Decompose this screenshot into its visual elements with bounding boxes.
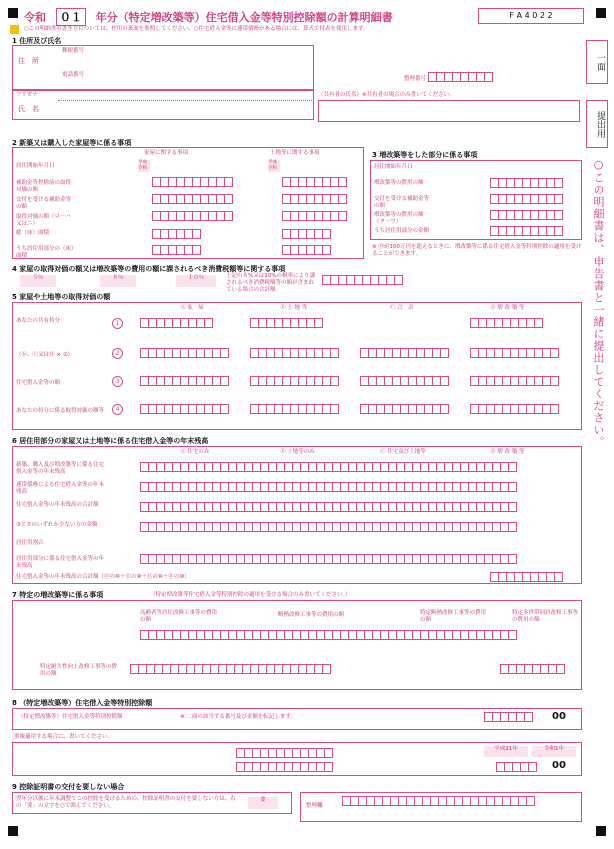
section-1-title: 1 住所及び氏名 — [12, 37, 62, 45]
s7-r1-cells[interactable] — [140, 630, 516, 640]
tax-5-option[interactable]: ５％ — [20, 275, 56, 287]
s6-total-cells[interactable] — [490, 572, 562, 582]
row4-b-cells[interactable] — [250, 404, 338, 414]
s7-item-2: 断熱改修工事等の費用の額 — [278, 612, 345, 618]
land-area-cells[interactable] — [282, 229, 330, 239]
row4-c-cells[interactable] — [360, 404, 448, 414]
s6-row-4: ③と⑦のいずれか少ない方の金額 — [16, 522, 98, 528]
s3-note: ※ ⑬が100万円を超えるときに、増改築等に係る住宅借入金等特別控除の適用を受けることができます。 — [372, 244, 582, 257]
reno-share-cells[interactable] — [470, 318, 542, 328]
registration-mark — [596, 826, 606, 836]
row4-d-cells[interactable] — [470, 404, 558, 414]
s2-row-4: 取得対価の額（ロ－ハ又はニ） — [16, 214, 72, 227]
s5-col-a: Ⓐ 家 屋 — [180, 305, 204, 311]
s2-row-5: 総（床）面積 — [16, 230, 50, 236]
tab-submit[interactable]: 提出用 — [586, 100, 608, 148]
registration-mark — [8, 826, 18, 836]
reno-subsidy-cells[interactable] — [490, 194, 562, 204]
reno-cost-cells[interactable] — [490, 178, 562, 188]
s6-row-3: 住宅借入金等の年末残高の合計額 — [16, 502, 99, 508]
s8-badge-2: 令和1年 — [532, 746, 576, 757]
col-land: 土地等に関する事項 — [270, 150, 320, 156]
s6-r6-cells[interactable] — [140, 554, 516, 564]
s5-col-d: Ⓓ 増 改 築 等 — [490, 305, 525, 311]
address-box — [12, 45, 314, 90]
tax-8-option[interactable]: ８％ — [100, 275, 136, 287]
era: 令和 — [24, 11, 46, 24]
s3-row-3: 交付を受ける補助金等の額 — [374, 196, 430, 209]
section-6-title: 6 居住用部分の家屋又は土地等に係る住宅借入金等の年末残高 — [12, 437, 209, 445]
land-price-cells[interactable] — [282, 177, 346, 187]
seiri-label: 整理番号 — [404, 76, 427, 82]
seiri-cells[interactable] — [428, 72, 492, 82]
row2-b-cells[interactable] — [250, 348, 338, 358]
house-price-cells[interactable] — [152, 177, 232, 187]
s2-row-6: うち居住用部分の（床）面積 — [16, 246, 74, 259]
s5-col-c: Ⓒ 合 計 — [390, 305, 414, 311]
circle-2-icon: 2 — [112, 348, 123, 359]
s6-row-6: 居住用部分に係る住宅借入金等の年末残高 — [16, 556, 105, 569]
s7-item-5: 特定耐久性向上改修工事等の費用の額 — [40, 664, 118, 677]
reno-res-cells[interactable] — [490, 226, 562, 236]
row2-a-cells[interactable] — [140, 348, 228, 358]
s7-r3-cells[interactable] — [500, 664, 564, 674]
s6-row-5: 居住用割合 — [16, 540, 44, 546]
section-9-title: 9 控除証明書の交付を要しない場合 — [12, 783, 125, 791]
s6-r3-cells[interactable] — [140, 502, 516, 512]
s4-note: 上記の８%又は10%の税率により課されるべき消費税額等の額が含まれている場合の合計額 — [226, 273, 315, 293]
s8-sub: 重複適用する場合に、書いてください。 — [14, 734, 114, 740]
furigana-label: フリガナ — [16, 92, 38, 98]
s3-row-4: 増改築等の費用の額（ヲ－ワ） — [374, 212, 424, 225]
s6-col-c: Ⓒ 住宅及び土地等 — [380, 449, 426, 455]
section-5-title: 5 家屋や土地等の取得対価の額 — [12, 293, 111, 301]
s5-col-b: Ⓑ 土 地 等 — [280, 305, 308, 311]
s8-dup-c-cells[interactable] — [496, 762, 536, 772]
s5-row-4: あなたの持分に係る取得対価の額等 — [16, 408, 105, 414]
s8-note: ※ 二面の該当する番号及び金額を転記します。 — [180, 714, 296, 720]
name-input[interactable] — [58, 100, 312, 119]
s5-row-1: あなたの共有持分 — [16, 318, 61, 324]
house-subsidy-cells[interactable] — [152, 194, 232, 204]
s7-r2-cells[interactable] — [130, 664, 330, 674]
registration-mark — [596, 8, 606, 18]
s9-note: 翌年分以後に年末調整でこの控除を受けるための、控除証明書の交付を要しない方は、右の「要」の文字を○で囲んでください。 — [16, 796, 236, 809]
land-share-cells[interactable] — [250, 318, 322, 328]
s7-note: （特定増改築等住宅借入金等特別控除の適用を受ける場合のみ書いてください。） — [150, 592, 351, 598]
s8-label: （特定増改築等）住宅借入金等特別控除額 — [18, 714, 123, 720]
s8-zero: 00 — [552, 711, 566, 722]
s7-item-4: 特定多世帯同居改修工事等の費用の額 — [512, 610, 579, 623]
floor-area-cells[interactable] — [152, 229, 200, 239]
s9-seiri-label: 整理欄 — [306, 803, 323, 809]
row2-d-cells[interactable] — [470, 348, 558, 358]
s2-row-3: 交付を受ける補助金等の額 — [16, 197, 72, 210]
s2-row-2: 補助金等控除前の取得対価の額 — [16, 180, 72, 193]
postcode-label: 郵便番号 — [62, 48, 85, 54]
circle-1-icon: 1 — [112, 318, 123, 329]
s6-row-1: 新築、購入及び増改築等に係る住宅借入金等の年末残高 — [16, 462, 105, 475]
joint-name-box[interactable] — [318, 100, 580, 122]
s8-dup-zero: 00 — [552, 760, 566, 771]
s8-dup-b-cells[interactable] — [236, 762, 332, 772]
title-text: 年分（特定増改築等）住宅借入金等特別控除額の計算明細書 — [95, 11, 393, 24]
s5-row-3: 住宅借入金等の額 — [16, 380, 61, 386]
house-share-cells[interactable] — [140, 318, 212, 328]
vertical-note: ○この明細書は、申告書と一緒に提出してください。 — [592, 158, 605, 448]
col-house: 家屋に関する事項 — [144, 150, 189, 156]
residential-area-cells[interactable] — [152, 245, 200, 255]
tax-amount-cells[interactable] — [322, 275, 402, 285]
s9-seiri-cells[interactable] — [342, 796, 534, 806]
s3-row-2: 増改築等の費用の額 — [374, 180, 424, 186]
circle-4-icon: 4 — [112, 404, 123, 415]
s6-r1-cells[interactable] — [140, 462, 516, 472]
form-code: F A 4 0 2 2 — [478, 8, 584, 24]
name-label: 氏 名 — [18, 105, 39, 113]
section-4-title: 4 家屋の取得対価の額又は増改築等の費用の額に課されるべき消費税額等に関する事項 — [12, 265, 286, 273]
section-7-title: 7 特定の増改築等に係る事項 — [12, 591, 104, 599]
s8-badge-1: 平成21年 — [484, 746, 528, 757]
s2-row-1: 居住開始年月日 — [16, 163, 55, 169]
registration-mark — [8, 8, 18, 18]
address-label: 住 所 — [18, 57, 39, 65]
joint-note: （共有者の氏名）※共有者の場合のみ書いてください。 — [318, 92, 455, 98]
row3-a-cells[interactable] — [140, 376, 228, 386]
section-2-title: 2 新築又は購入した家屋等に係る事項 — [12, 139, 132, 147]
section-8-title: 8 （特定増改築等）住宅借入金等特別控除額 — [12, 699, 153, 707]
s9-yo-toggle[interactable]: 要 — [248, 797, 278, 809]
reiwa-badge: 平成令和 — [268, 160, 280, 172]
row3-b-cells[interactable] — [250, 376, 338, 386]
s8-amount-cells[interactable] — [484, 712, 532, 722]
s3-row-5: うち居住用部分の金額 — [374, 228, 430, 234]
row3-d-cells[interactable] — [470, 376, 558, 386]
section-3-title: 3 増改築等をした部分に係る事項 — [372, 151, 478, 159]
s6-col-b: Ⓑ 土地等のみ — [280, 449, 315, 455]
notice-text: ○この明細書の書き方については、控用の裏面を参照してください。○住宅借入金等に連帯債務がある場合には、算式で付表を使用します。 — [24, 26, 369, 32]
notice-icon — [10, 25, 19, 34]
s6-col-a: Ⓐ 住宅のみ — [180, 449, 210, 455]
s7-item-1: 高齢者等居住改修工事等の費用の額 — [140, 610, 218, 623]
page-title — [24, 8, 393, 26]
s6-col-d: Ⓓ 増 改 築 等 — [490, 449, 525, 455]
reiwa-badge: 平成令和 — [138, 160, 150, 172]
reno-net-cells[interactable] — [490, 210, 562, 220]
s6-total-label: 住宅借入金等の年末残高の合計額（⑪の⑩＋⑪の⑩＋⑪の⑩＋⑪の⑩） — [16, 574, 190, 580]
s3-row-1: 居住開始年月日 — [374, 164, 413, 170]
land-net-cells[interactable] — [282, 211, 346, 221]
s6-r2-cells[interactable] — [140, 482, 516, 492]
row3-c-cells[interactable] — [360, 376, 448, 386]
s6-row-2: 連帯債務による住宅借入金等の年末残高 — [16, 482, 105, 495]
house-net-cells[interactable] — [152, 211, 232, 221]
tab-ichimen[interactable]: 一面 — [586, 40, 608, 84]
circle-3-icon: 3 — [112, 376, 123, 387]
tax-10-option[interactable]: １０％ — [176, 275, 216, 287]
s7-item-3: 特定断熱改修工事等の費用の額 — [420, 610, 487, 623]
row4-a-cells[interactable] — [140, 404, 228, 414]
year-field[interactable]: ０１ — [56, 8, 86, 26]
s6-r4-cells[interactable] — [140, 522, 516, 532]
s8-dup-a-cells[interactable] — [236, 748, 332, 758]
land-res-area-cells[interactable] — [282, 245, 330, 255]
phone-label: 電話番号 — [62, 72, 85, 78]
land-subsidy-cells[interactable] — [282, 194, 346, 204]
s5-row-2: （ⓑ、ⓒ又は⑭ × ①） — [16, 352, 74, 358]
row2-c-cells[interactable] — [360, 348, 448, 358]
